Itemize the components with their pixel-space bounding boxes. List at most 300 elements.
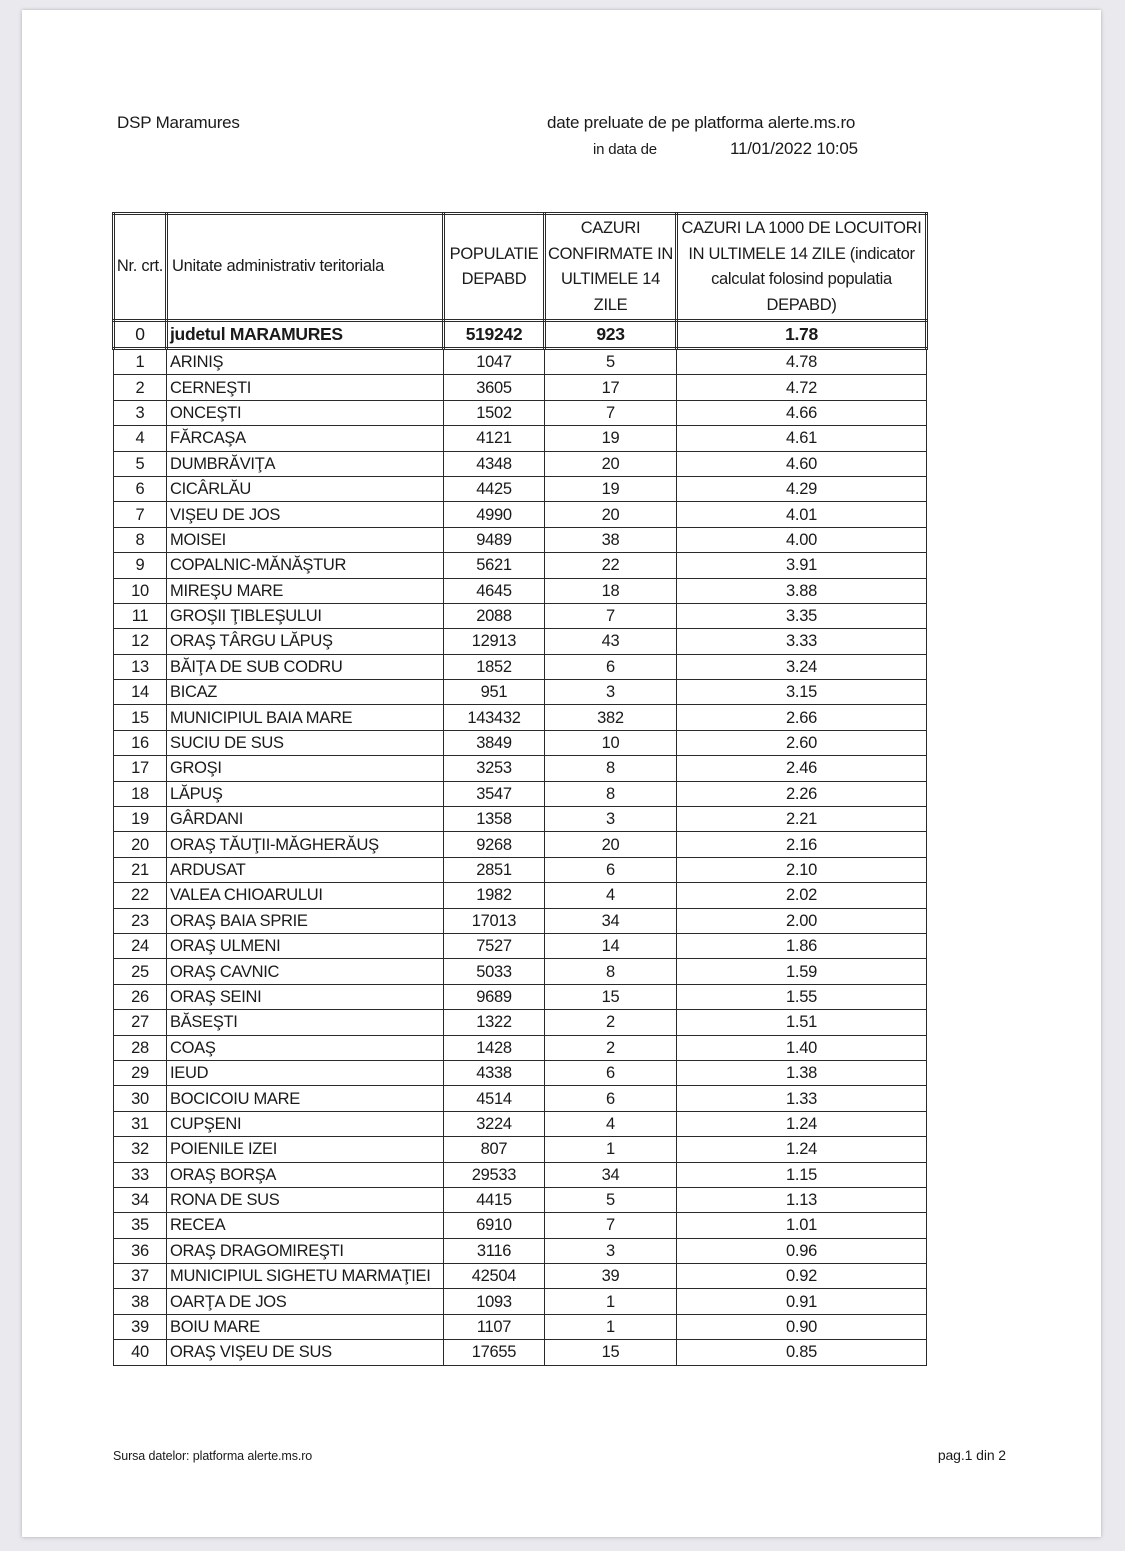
unit-name-text: BOIU MARE <box>170 1318 260 1337</box>
unit-name-text: LĂPUŞ <box>170 784 223 803</box>
row-unit-name <box>167 1238 444 1263</box>
row-cases: 43 <box>545 629 677 654</box>
row-rate: 4.72 <box>677 375 927 400</box>
row-cases: 20 <box>545 502 677 527</box>
row-rate: 1.55 <box>677 984 927 1009</box>
row-population: 12913 <box>444 629 545 654</box>
row-cases: 34 <box>545 908 677 933</box>
date-label: in data de <box>593 141 657 158</box>
row-unit-name <box>167 1010 444 1035</box>
table-row <box>114 1035 927 1060</box>
row-rate: 2.02 <box>677 883 927 908</box>
row-unit-name <box>167 476 444 501</box>
row-nr: 7 <box>114 502 167 527</box>
row-nr: 26 <box>114 984 167 1009</box>
row-rate: 4.60 <box>677 451 927 476</box>
row-unit-name <box>167 1086 444 1111</box>
row-unit-name <box>167 1137 444 1162</box>
table-row <box>114 400 927 425</box>
row-nr: 5 <box>114 451 167 476</box>
row-population: 9689 <box>444 984 545 1009</box>
row-cases: 8 <box>545 959 677 984</box>
row-rate: 2.66 <box>677 705 927 730</box>
total-nr: 0 <box>114 321 167 349</box>
unit-name-text: GROŞII ŢIBLEŞULUI <box>170 607 322 626</box>
row-unit-name <box>167 400 444 425</box>
document-page <box>22 10 1101 1537</box>
row-nr: 21 <box>114 857 167 882</box>
row-unit-name <box>167 756 444 781</box>
row-nr: 29 <box>114 1060 167 1085</box>
table-row <box>114 1264 927 1289</box>
row-population: 9489 <box>444 527 545 552</box>
row-population: 1322 <box>444 1010 545 1035</box>
table-row <box>114 781 927 806</box>
row-rate: 4.01 <box>677 502 927 527</box>
row-nr: 8 <box>114 527 167 552</box>
row-cases: 7 <box>545 603 677 628</box>
unit-name-text: ORAŞ CAVNIC <box>170 962 280 981</box>
row-cases: 5 <box>545 349 677 375</box>
row-rate: 0.91 <box>677 1289 927 1314</box>
row-population: 951 <box>444 680 545 705</box>
table-row <box>114 883 927 908</box>
row-rate: 3.88 <box>677 578 927 603</box>
row-cases: 39 <box>545 1264 677 1289</box>
row-population: 1428 <box>444 1035 545 1060</box>
unit-name-text: ORAŞ TĂUŢII-MĂGHERĂUŞ <box>170 835 379 854</box>
row-rate: 2.26 <box>677 781 927 806</box>
row-nr: 33 <box>114 1162 167 1187</box>
unit-name-text: FĂRCAŞA <box>170 429 246 448</box>
row-rate: 1.13 <box>677 1187 927 1212</box>
table-row <box>114 527 927 552</box>
row-unit-name <box>167 1187 444 1212</box>
table-row <box>114 578 927 603</box>
row-rate: 1.59 <box>677 959 927 984</box>
table-row <box>114 1213 927 1238</box>
row-unit-name <box>167 654 444 679</box>
row-nr: 3 <box>114 400 167 425</box>
row-cases: 3 <box>545 807 677 832</box>
row-unit-name <box>167 781 444 806</box>
row-rate: 0.92 <box>677 1264 927 1289</box>
row-nr: 16 <box>114 730 167 755</box>
row-cases: 34 <box>545 1162 677 1187</box>
row-nr: 35 <box>114 1213 167 1238</box>
row-nr: 22 <box>114 883 167 908</box>
row-nr: 30 <box>114 1086 167 1111</box>
table-row <box>114 933 927 958</box>
row-nr: 15 <box>114 705 167 730</box>
row-population: 807 <box>444 1137 545 1162</box>
row-population: 9268 <box>444 832 545 857</box>
row-unit-name <box>167 807 444 832</box>
row-population: 6910 <box>444 1213 545 1238</box>
row-cases: 20 <box>545 832 677 857</box>
unit-name-text: VALEA CHIOARULUI <box>170 886 323 905</box>
row-unit-name <box>167 1111 444 1136</box>
row-rate: 1.86 <box>677 933 927 958</box>
unit-name-text: CICÂRLĂU <box>170 480 252 499</box>
row-unit-name <box>167 1340 444 1365</box>
table-row <box>114 857 927 882</box>
row-rate: 1.33 <box>677 1086 927 1111</box>
row-unit-name <box>167 680 444 705</box>
row-nr: 4 <box>114 426 167 451</box>
row-population: 1358 <box>444 807 545 832</box>
row-unit-name <box>167 603 444 628</box>
table-row <box>114 984 927 1009</box>
row-population: 29533 <box>444 1162 545 1187</box>
row-nr: 34 <box>114 1187 167 1212</box>
row-cases: 6 <box>545 654 677 679</box>
row-nr: 12 <box>114 629 167 654</box>
row-population: 17655 <box>444 1340 545 1365</box>
unit-name-text: BĂSEŞTI <box>170 1013 238 1032</box>
unit-name-text: ORAŞ VIŞEU DE SUS <box>170 1343 332 1362</box>
row-nr: 10 <box>114 578 167 603</box>
row-population: 3605 <box>444 375 545 400</box>
total-rate: 1.78 <box>677 321 927 349</box>
unit-name-text: MUNICIPIUL BAIA MARE <box>170 708 353 727</box>
row-rate: 1.51 <box>677 1010 927 1035</box>
row-cases: 7 <box>545 1213 677 1238</box>
unit-name-text: ORAŞ ULMENI <box>170 937 281 956</box>
header-unit-name: Unitate administrativ teritoriala <box>167 214 444 321</box>
row-population: 4645 <box>444 578 545 603</box>
table-row <box>114 451 927 476</box>
table-row <box>114 1060 927 1085</box>
row-nr: 6 <box>114 476 167 501</box>
row-population: 1093 <box>444 1289 545 1314</box>
row-population: 1852 <box>444 654 545 679</box>
row-rate: 2.00 <box>677 908 927 933</box>
row-cases: 4 <box>545 883 677 908</box>
row-population: 4990 <box>444 502 545 527</box>
table-row <box>114 349 927 375</box>
row-rate: 1.24 <box>677 1111 927 1136</box>
row-rate: 3.35 <box>677 603 927 628</box>
row-unit-name <box>167 629 444 654</box>
row-population: 42504 <box>444 1264 545 1289</box>
table-row <box>114 375 927 400</box>
row-cases: 5 <box>545 1187 677 1212</box>
row-unit-name <box>167 553 444 578</box>
row-population: 5621 <box>444 553 545 578</box>
row-cases: 8 <box>545 756 677 781</box>
row-cases: 8 <box>545 781 677 806</box>
row-population: 143432 <box>444 705 545 730</box>
row-rate: 1.24 <box>677 1137 927 1162</box>
row-cases: 19 <box>545 476 677 501</box>
row-rate: 2.60 <box>677 730 927 755</box>
row-population: 7527 <box>444 933 545 958</box>
row-unit-name <box>167 933 444 958</box>
unit-name-text: MIREŞU MARE <box>170 581 284 600</box>
table-row <box>114 959 927 984</box>
row-cases: 4 <box>545 1111 677 1136</box>
page-number: pag.1 din 2 <box>937 1447 1006 1463</box>
row-nr: 25 <box>114 959 167 984</box>
total-cases: 923 <box>545 321 677 349</box>
table-row <box>114 1314 927 1339</box>
table-row <box>114 1010 927 1035</box>
table-row <box>114 756 927 781</box>
row-unit-name <box>167 1264 444 1289</box>
unit-name-text: ORAŞ BORŞA <box>170 1165 277 1184</box>
row-cases: 20 <box>545 451 677 476</box>
unit-name-text: ORAŞ TÂRGU LĂPUŞ <box>170 632 333 651</box>
row-rate: 0.90 <box>677 1314 927 1339</box>
table-row <box>114 730 927 755</box>
row-cases: 10 <box>545 730 677 755</box>
row-population: 1047 <box>444 349 545 375</box>
row-nr: 39 <box>114 1314 167 1339</box>
row-unit-name <box>167 857 444 882</box>
row-unit-name <box>167 375 444 400</box>
total-name: judetul MARAMURES <box>167 321 444 349</box>
table-row <box>114 705 927 730</box>
header-population: POPULATIE DEPABD <box>444 214 545 321</box>
unit-name-text: COAŞ <box>170 1038 216 1057</box>
row-nr: 40 <box>114 1340 167 1365</box>
row-unit-name <box>167 984 444 1009</box>
row-nr: 9 <box>114 553 167 578</box>
row-population: 4415 <box>444 1187 545 1212</box>
table-row <box>114 1137 927 1162</box>
table-row <box>114 502 927 527</box>
row-population: 3547 <box>444 781 545 806</box>
row-cases: 15 <box>545 1340 677 1365</box>
unit-name-text: MOISEI <box>170 530 226 549</box>
row-cases: 6 <box>545 1086 677 1111</box>
table-row <box>114 832 927 857</box>
table-row <box>114 1086 927 1111</box>
unit-name-text: ORAŞ BAIA SPRIE <box>170 911 308 930</box>
row-population: 2088 <box>444 603 545 628</box>
row-unit-name <box>167 451 444 476</box>
row-rate: 1.01 <box>677 1213 927 1238</box>
table-header-row <box>114 214 927 321</box>
row-cases: 2 <box>545 1010 677 1035</box>
unit-name-text: VIŞEU DE JOS <box>170 505 281 524</box>
row-nr: 31 <box>114 1111 167 1136</box>
row-population: 1107 <box>444 1314 545 1339</box>
row-unit-name <box>167 1060 444 1085</box>
row-rate: 4.66 <box>677 400 927 425</box>
table-row <box>114 680 927 705</box>
unit-name-text: BĂIŢA DE SUB CODRU <box>170 657 343 676</box>
row-cases: 6 <box>545 1060 677 1085</box>
unit-name-text: GÂRDANI <box>170 810 244 829</box>
row-nr: 38 <box>114 1289 167 1314</box>
row-population: 4338 <box>444 1060 545 1085</box>
county-total-row <box>114 321 927 349</box>
row-cases: 17 <box>545 375 677 400</box>
row-rate: 1.15 <box>677 1162 927 1187</box>
row-cases: 3 <box>545 680 677 705</box>
organization-title: DSP Maramures <box>117 113 240 132</box>
row-cases: 1 <box>545 1289 677 1314</box>
row-cases: 2 <box>545 1035 677 1060</box>
row-rate: 2.10 <box>677 857 927 882</box>
row-cases: 1 <box>545 1314 677 1339</box>
unit-name-text: IEUD <box>170 1064 209 1083</box>
row-cases: 18 <box>545 578 677 603</box>
row-nr: 19 <box>114 807 167 832</box>
row-unit-name <box>167 959 444 984</box>
row-population: 4514 <box>444 1086 545 1111</box>
row-population: 4348 <box>444 451 545 476</box>
row-rate: 4.29 <box>677 476 927 501</box>
table-row <box>114 654 927 679</box>
unit-name-text: DUMBRĂVIŢA <box>170 454 276 473</box>
row-population: 4121 <box>444 426 545 451</box>
row-nr: 13 <box>114 654 167 679</box>
row-cases: 6 <box>545 857 677 882</box>
row-population: 17013 <box>444 908 545 933</box>
table-row <box>114 476 927 501</box>
row-population: 3253 <box>444 756 545 781</box>
row-population: 3849 <box>444 730 545 755</box>
row-cases: 3 <box>545 1238 677 1263</box>
row-unit-name <box>167 1162 444 1187</box>
row-rate: 2.16 <box>677 832 927 857</box>
row-nr: 32 <box>114 1137 167 1162</box>
data-source-note: date preluate de pe platforma alerte.ms.ro <box>547 113 856 132</box>
row-nr: 17 <box>114 756 167 781</box>
row-unit-name <box>167 1213 444 1238</box>
unit-name-text: MUNICIPIUL SIGHETU MARMAŢIEI <box>170 1267 431 1286</box>
table-row <box>114 807 927 832</box>
row-nr: 20 <box>114 832 167 857</box>
row-cases: 22 <box>545 553 677 578</box>
row-nr: 1 <box>114 349 167 375</box>
unit-name-text: COPALNIC-MĂNĂŞTUR <box>170 556 347 575</box>
total-population: 519242 <box>444 321 545 349</box>
row-nr: 28 <box>114 1035 167 1060</box>
row-unit-name <box>167 426 444 451</box>
row-rate: 0.96 <box>677 1238 927 1263</box>
date-value: 11/01/2022 10:05 <box>730 139 858 158</box>
row-population: 1502 <box>444 400 545 425</box>
unit-name-text: GROŞI <box>170 759 222 778</box>
row-nr: 11 <box>114 603 167 628</box>
table-row <box>114 1289 927 1314</box>
header-nr: Nr. crt. <box>114 214 167 321</box>
row-unit-name <box>167 832 444 857</box>
unit-name-text: RECEA <box>170 1216 226 1235</box>
cases-table <box>112 212 928 1366</box>
row-cases: 38 <box>545 527 677 552</box>
row-nr: 2 <box>114 375 167 400</box>
unit-name-text: RONA DE SUS <box>170 1191 280 1210</box>
unit-name-text: BOCICOIU MARE <box>170 1089 300 1108</box>
unit-name-text: POIENILE IZEI <box>170 1140 278 1159</box>
table-row <box>114 603 927 628</box>
unit-name-text: ARDUSAT <box>170 861 246 879</box>
table-row <box>114 629 927 654</box>
unit-name-text: CUPŞENI <box>170 1114 242 1133</box>
row-population: 3116 <box>444 1238 545 1263</box>
row-cases: 15 <box>545 984 677 1009</box>
row-unit-name <box>167 527 444 552</box>
row-cases: 7 <box>545 400 677 425</box>
row-rate: 1.38 <box>677 1060 927 1085</box>
table-row <box>114 553 927 578</box>
row-nr: 18 <box>114 781 167 806</box>
row-cases: 382 <box>545 705 677 730</box>
row-cases: 19 <box>545 426 677 451</box>
unit-name-text: ORAŞ DRAGOMIREŞTI <box>170 1241 344 1260</box>
row-rate: 3.91 <box>677 553 927 578</box>
table-row <box>114 1187 927 1212</box>
row-nr: 27 <box>114 1010 167 1035</box>
row-rate: 2.21 <box>677 807 927 832</box>
unit-name-text: CERNEŞTI <box>170 378 252 397</box>
unit-name-text: SUCIU DE SUS <box>170 734 284 753</box>
row-population: 1982 <box>444 883 545 908</box>
table-row <box>114 426 927 451</box>
row-unit-name <box>167 730 444 755</box>
row-unit-name <box>167 1314 444 1339</box>
table-row <box>114 1238 927 1263</box>
row-population: 3224 <box>444 1111 545 1136</box>
row-nr: 14 <box>114 680 167 705</box>
header-confirmed-cases: CAZURI CONFIRMATE IN ULTIMELE 14 ZILE <box>545 214 677 321</box>
row-population: 5033 <box>444 959 545 984</box>
row-unit-name <box>167 502 444 527</box>
footer-source: Sursa datelor: platforma alerte.ms.ro <box>113 1449 313 1463</box>
unit-name-text: OARŢA DE JOS <box>170 1292 287 1311</box>
row-rate: 3.15 <box>677 680 927 705</box>
table-row <box>114 1162 927 1187</box>
row-rate: 2.46 <box>677 756 927 781</box>
row-nr: 24 <box>114 933 167 958</box>
row-unit-name <box>167 883 444 908</box>
table-row <box>114 1111 927 1136</box>
unit-name-text: ARINIŞ <box>170 353 224 372</box>
row-unit-name <box>167 1289 444 1314</box>
row-cases: 1 <box>545 1137 677 1162</box>
unit-name-text: ONCEŞTI <box>170 403 242 422</box>
unit-name-text: ORAŞ SEINI <box>170 987 262 1006</box>
row-rate: 4.61 <box>677 426 927 451</box>
row-nr: 37 <box>114 1264 167 1289</box>
row-population: 2851 <box>444 857 545 882</box>
row-rate: 1.40 <box>677 1035 927 1060</box>
row-unit-name <box>167 349 444 375</box>
row-unit-name <box>167 578 444 603</box>
table-row <box>114 1340 927 1365</box>
row-unit-name <box>167 705 444 730</box>
row-rate: 0.85 <box>677 1340 927 1365</box>
row-population: 4425 <box>444 476 545 501</box>
row-cases: 14 <box>545 933 677 958</box>
row-unit-name <box>167 908 444 933</box>
row-nr: 23 <box>114 908 167 933</box>
row-rate: 3.24 <box>677 654 927 679</box>
row-rate: 3.33 <box>677 629 927 654</box>
row-unit-name <box>167 1035 444 1060</box>
unit-name-text: BICAZ <box>170 683 218 702</box>
cases-table-container <box>112 212 928 1366</box>
header-rate-per-1000: CAZURI LA 1000 DE LOCUITORI IN ULTIMELE 14 ZILE (indicator calculat folosind populatia DEPABD) <box>677 214 927 321</box>
row-rate: 4.00 <box>677 527 927 552</box>
table-row <box>114 908 927 933</box>
row-nr: 36 <box>114 1238 167 1263</box>
